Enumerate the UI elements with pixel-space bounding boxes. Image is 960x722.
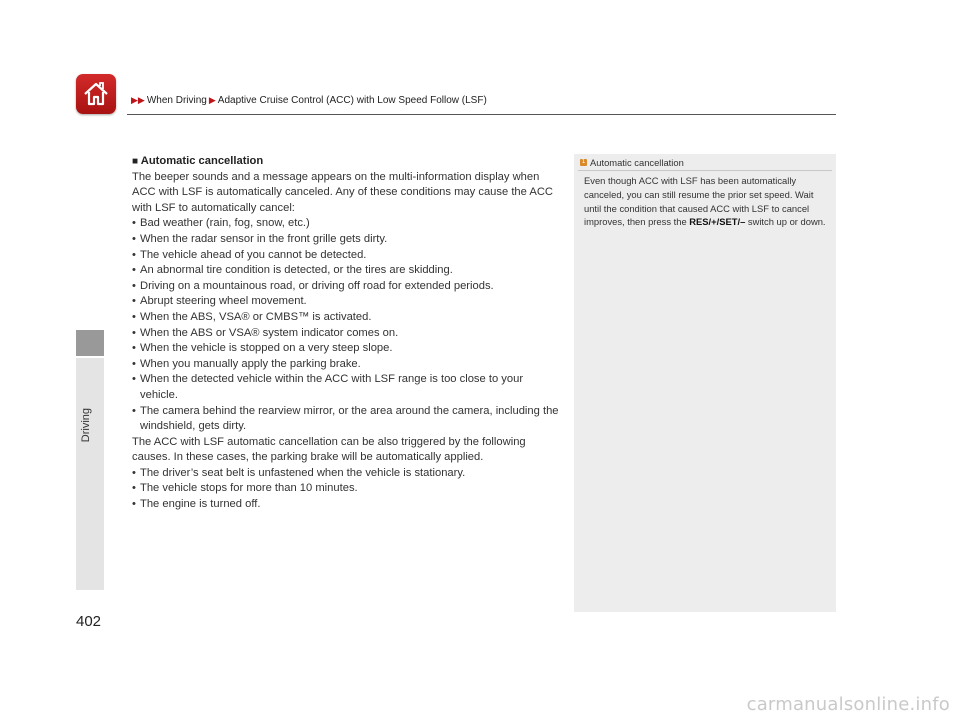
list-item: • An abnormal tire condition is detected, or the tires are skidding. — [132, 263, 564, 279]
list-item: • When you manually apply the parking brake. — [132, 357, 564, 373]
sidebar-tab[interactable] — [76, 358, 104, 590]
list-item: • When the radar sensor in the front grille gets dirty. — [132, 232, 564, 248]
breadcrumb-separator-icon: ▶ — [208, 95, 216, 105]
list-item: • The vehicle stops for more than 10 minutes. — [132, 481, 564, 497]
header-divider — [127, 114, 836, 115]
section-label: Driving — [80, 408, 92, 443]
condition-list — [132, 216, 564, 434]
list-item: • When the detected vehicle within the ACC with LSF range is too close to your vehicle. — [132, 372, 564, 403]
list-item: • Abrupt steering wheel movement. — [132, 294, 564, 310]
list-item: • The engine is turned off. — [132, 497, 564, 513]
list-item: • Driving on a mountainous road, or driving off road for extended periods. — [132, 279, 564, 295]
page-number: 402 — [76, 613, 102, 630]
list-item: • When the ABS, VSA® or CMBS™ is activated. — [132, 310, 564, 326]
breadcrumb-arrow-icon: ▶▶ — [131, 95, 145, 105]
breadcrumb — [131, 95, 487, 106]
sidebar-tab-marker — [76, 330, 104, 356]
section-marker-icon: ■ — [132, 156, 139, 167]
list-item: • The vehicle ahead of you cannot be detected. — [132, 248, 564, 264]
section-title — [132, 154, 564, 170]
section-title-text: Automatic cancellation — [140, 155, 264, 167]
intro-paragraph: The beeper sounds and a message appears on the multi-information display when ACC with LSF is automatically canceled. Any of these conditions may cause the ACC with LSF to automatically cancel: — [132, 170, 553, 214]
note-body-start: Even though ACC with LSF has been automatically canceled, you can still resume the prior set speed. Wait until the condition that caused ACC with LSF to cancel improves, then press the — [584, 175, 814, 228]
cause-list — [132, 466, 564, 513]
list-item: • When the ABS or VSA® system indicator comes on. — [132, 326, 564, 342]
secondary-paragraph: The ACC with LSF automatic cancellation can be also triggered by the following causes. In these cases, the parking brake will be automatically applied. — [132, 435, 526, 464]
breadcrumb-item-acc[interactable]: Adaptive Cruise Control (ACC) with Low Speed Follow (LSF) — [217, 95, 487, 106]
home-button[interactable] — [76, 74, 116, 114]
main-content — [132, 154, 564, 513]
note-body — [584, 174, 828, 229]
note-marker-icon: 1 — [581, 159, 586, 165]
note-body-switch-label: RES/+/SET/– — [689, 216, 746, 228]
note-title[interactable] — [580, 157, 684, 168]
home-icon — [82, 80, 110, 108]
note-body-end: switch up or down. — [745, 216, 826, 228]
breadcrumb-item-when-driving[interactable]: When Driving — [146, 95, 207, 106]
note-divider — [578, 170, 832, 171]
watermark: carmanualsonline.info — [746, 694, 950, 715]
list-item: • When the vehicle is stopped on a very steep slope. — [132, 341, 564, 357]
list-item: • The camera behind the rearview mirror, or the area around the camera, including the windshield, gets dirty. — [132, 404, 564, 435]
note-title-text: Automatic cancellation — [590, 157, 684, 168]
list-item: • Bad weather (rain, fog, snow, etc.) — [132, 216, 564, 232]
list-item: • The driver’s seat belt is unfastened when the vehicle is stationary. — [132, 466, 564, 482]
